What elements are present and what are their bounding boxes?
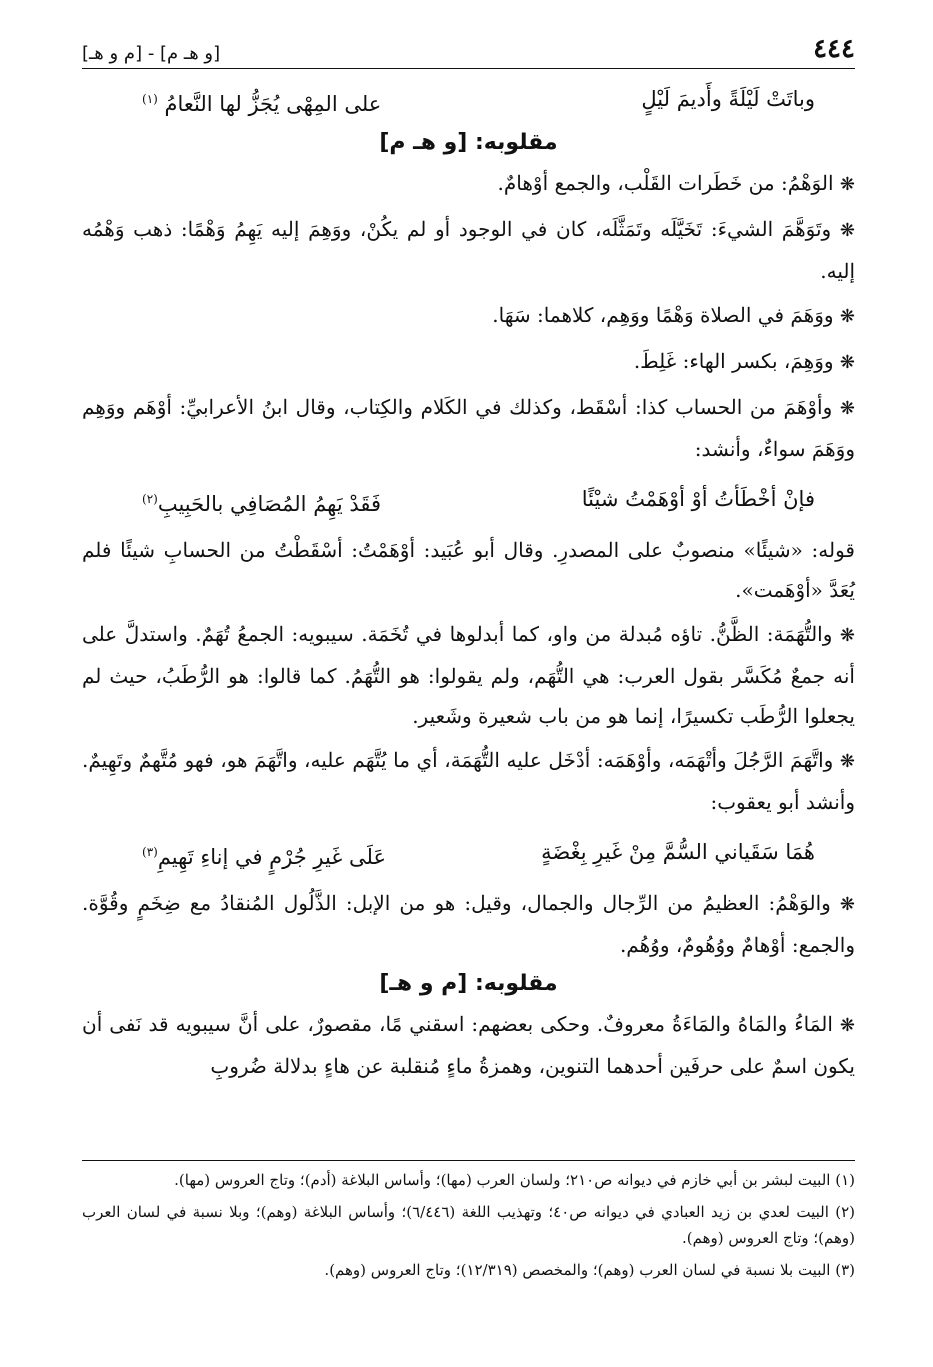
verse-1-first-hemistich: وباتَتْ لَيْلَةً وأَديمَ لَيْلٍ: [641, 87, 815, 111]
paragraph-text: وأوْهَمَ من الحساب كذا: أسْقَط، وكذلك في الكَلام والكِتاب، وقال ابنُ الأعرابيِّ: أوْهَم ووَهِم ووَهَمَ سواءٌ، وأنشد:: [82, 395, 855, 461]
paragraph-text: ووَهِمَ، بكسر الهاء: غَلِطَ.: [633, 349, 834, 373]
paragraph-text: والتُّهَمَة: الظَّنُّ. تاؤه مُبدلة من واو، كما أبدلوها في تُخَمَة. سيبويه: الجمعُ تُهَمٌ. واستدلَّ على أنه جمعٌ مُكَسَّر بقول العرب: هي التُّهَم، ولم يقولوا: هو التُّهَمُ. كما قالوا: هو الرُّطَبُ، حيث لم يجعلوا الرُّطَب تكسيرًا، إنما هو من باب شعيرة وشَعير.: [82, 622, 855, 728]
footnote-1: (١) البيت لبشر بن أبي خازم في ديوانه ص٢١٠؛ ولسان العرب (مها)؛ وأساس البلاغة (أدم)؛ وتاج العروس (مها).: [174, 1171, 855, 1189]
footnote-3: (٣) البيت بلا نسبة في لسان العرب (وهم)؛ والمخصص (١٢/٣١٩)؛ وتاج العروس (وهم).: [324, 1261, 855, 1279]
paragraph-maa: [82, 1004, 855, 1086]
section-title-mim-waw-ha: مقلوبه: [م و هـ]: [379, 971, 558, 996]
paragraph-wahm-camel: [82, 883, 855, 965]
section-title-waw-ha-mim: مقلوبه: [و هـ م]: [379, 130, 558, 155]
footnote-ref-1: (١): [142, 92, 158, 106]
paragraph-wahama-salat: [82, 295, 855, 337]
verse-2-second-hemistich: [142, 479, 381, 524]
paragraph-wahm: [82, 163, 855, 205]
star-icon: ❋: [839, 174, 855, 195]
verse-2: [142, 479, 815, 524]
star-icon: ❋: [839, 751, 855, 772]
paragraph-text: والوَهْمُ: العظيمُ من الرِّجال والجمال، وقيل: هو من الإبل: الذَّلُول المُنقادُ مع ضِخَمٍ وقُوَّة. والجمع: أوْهامٌ ووُهُومٌ، ووُهُم.: [82, 891, 855, 957]
footnote-2: (٢) البيت لعدي بن زيد العبادي في ديوانه ص٤٠؛ وتهذيب اللغة (٦/٤٤٦)؛ وأساس البلاغة (وهم)؛ وبلا نسبة في لسان العرب (وهم)؛ وتاج العروس (وهم).: [82, 1203, 855, 1247]
verse-2-first-hemistich: فإنْ أخْطَأتُ أوْ أوْهَمْتُ شيْئًا: [581, 487, 815, 511]
paragraph-qawluh: قوله: «شيئًا» منصوبٌ على المصدرِ. وقال أبو عُبَيد: أوْهَمْتُ: أسْقَطْتُ من الحسابِ شيئًا فلم يُعَدَّ «أوْهَمت».: [82, 538, 855, 602]
paragraph-awhama: [82, 387, 855, 469]
star-icon: ❋: [839, 306, 855, 327]
star-icon: ❋: [839, 398, 856, 419]
page-number: ٤٤٤: [813, 34, 855, 64]
paragraph-ittahama: [82, 740, 855, 822]
paragraph-tuhama: [82, 614, 855, 736]
verse-1-second-text: على المِهْى يُجَزُّ لها النَّعامُ: [164, 92, 382, 116]
paragraph-text: ووَهَمَ في الصلاة وَهْمًا ووَهِم، كلاهما: سَهَا.: [492, 303, 834, 327]
star-icon: ❋: [839, 625, 855, 646]
paragraph-text: واتَّهَمَ الرَّجُلَ وأتْهَمَه، وأوْهَمَه: أدْخَل عليه التُّهَمَة، أي ما يُتَّهَم عليه، واتَّهَمَ هو، فهو مُتَّهمٌ وتَهِيمٌ. وأنشد أبو يعقوب:: [82, 748, 855, 814]
verse-1: [142, 79, 815, 124]
paragraph-wahima: [82, 341, 855, 383]
verse-3-second-text: عَلَى غَيرِ جُرْمٍ في إناءِ تَهِيمِ: [157, 845, 386, 869]
verse-3-second-hemistich: [142, 832, 386, 877]
verse-1-second-hemistich: [142, 79, 381, 124]
footnote-ref-2: (٢): [142, 492, 158, 506]
paragraph-tawahhama: [82, 209, 855, 291]
paragraph-text: الوَهْمُ: من خَطَرات القَلْب، والجمع أوْهامٌ.: [497, 171, 834, 195]
star-icon: ❋: [839, 1015, 856, 1036]
star-icon: ❋: [839, 352, 855, 373]
verse-2-second-text: فَقَدْ يَهِمُ المُصَافِي بالحَبِيبِ: [157, 492, 382, 516]
verse-3: [142, 832, 815, 877]
star-icon: ❋: [839, 894, 856, 915]
verse-3-first-hemistich: هُمَا سَقَياني السُّمَّ مِنْ غَيرِ بِغْضَةٍ: [541, 840, 815, 864]
paragraph-text: وتَوَهَّمَ الشيءَ: تَخَيَّلَه وتَمَثَّلَه، كان في الوجود أو لم يكُنْ، ووَهِمَ إليه يَهِمُ وَهْمًا: ذهب وَهْمُه إليه.: [82, 217, 855, 283]
paragraph-text: المَاءُ والمَاهُ والمَاءَةُ معروفٌ. وحكى بعضهم: اسقني مًا، مقصورٌ، على أنَّ سيبويه قد نَفى أن يكون اسمٌ على حرفَين أحدهما التنوين، وهمزةُ ماءٍ مُنقلبة عن هاءٍ بدلالة ضُروبِ: [82, 1012, 855, 1078]
running-head: [و هـ م] - [م و هـ]: [82, 43, 221, 64]
footnote-ref-3: (٣): [142, 845, 158, 859]
star-icon: ❋: [839, 220, 855, 241]
page-header: [82, 30, 855, 69]
footnotes: [82, 1160, 855, 1289]
